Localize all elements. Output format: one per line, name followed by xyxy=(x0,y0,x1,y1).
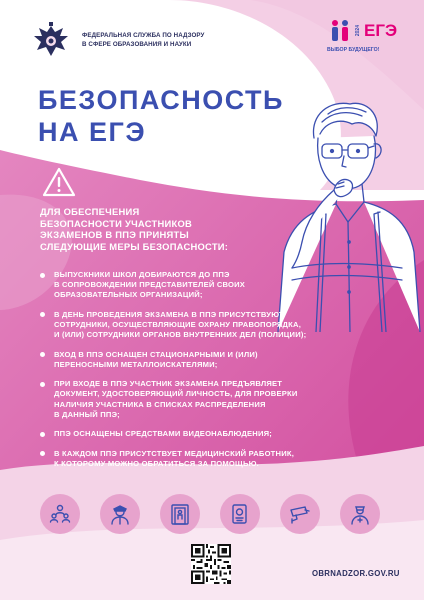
title-line2: НА ЕГЭ xyxy=(38,117,147,147)
cctv-camera-icon xyxy=(280,494,320,534)
organization-name-line1: ФЕДЕРАЛЬНАЯ СЛУЖБА ПО НАДЗОРУ xyxy=(82,32,205,39)
page-title xyxy=(38,84,284,148)
list-item-line: В КАЖДОМ ППЭ ПРИСУТСТВУЕТ МЕДИЦИНСКИЙ РАБОТНИК, xyxy=(54,448,295,458)
list-item xyxy=(40,350,340,370)
list-item-line: И (ИЛИ) СОТРУДНИКИ ОРГАНОВ ВНУТРЕННИХ ДЕЛ (ПОЛИЦИИ); xyxy=(54,330,307,340)
police-officer-icon xyxy=(100,494,140,534)
list-item-line: В СОПРОВОЖДЕНИИ ПРЕДСТАВИТЕЛЕЙ СВОИХ xyxy=(54,280,246,290)
list-item-line: ПРИ ВХОДЕ В ППЭ УЧАСТНИК ЭКЗАМЕНА ПРЕДЪЯВЛЯЕТ xyxy=(54,379,283,389)
list-item xyxy=(40,379,340,420)
intro-line4: СЛЕДУЮЩИЕ МЕРЫ БЕЗОПАСНОСТИ: xyxy=(40,240,229,252)
double-headed-eagle-emblem-icon xyxy=(28,20,74,60)
intro-line2: БЕЗОПАСНОСТИ УЧАСТНИКОВ xyxy=(40,217,193,229)
list-item xyxy=(40,270,340,301)
bottom-icons-row xyxy=(40,494,380,534)
ege-slogan: ВЫБОР БУДУЩЕГО! xyxy=(327,47,380,53)
intro-line1: ДЛЯ ОБЕСПЕЧЕНИЯ xyxy=(40,206,140,217)
ege-logo-text: ЕГЭ xyxy=(364,21,398,40)
ege-year: 2024 xyxy=(355,25,361,37)
school-group-escort-icon xyxy=(40,494,80,534)
list-item xyxy=(40,310,340,341)
list-item-line: ППЭ ОСНАЩЕНЫ СРЕДСТВАМИ ВИДЕОНАБЛЮДЕНИЯ; xyxy=(54,429,272,439)
list-item-line: В ДАННЫЙ ППЭ; xyxy=(54,409,120,419)
passport-document-icon xyxy=(220,494,260,534)
list-item-line: ВЫПУСКНИКИ ШКОЛ ДОБИРАЮТСЯ ДО ППЭ xyxy=(54,270,230,279)
ege-student-figures-icon xyxy=(330,18,352,44)
organization-name-line2: В СФЕРЕ ОБРАЗОВАНИЯ И НАУКИ xyxy=(82,41,192,48)
list-item-line: К КОТОРОМУ МОЖНО ОБРАТИТЬСЯ ЗА ПОМОЩЬЮ. xyxy=(54,458,259,468)
list-item-line: ВХОД В ППЭ ОСНАЩЕН СТАЦИОНАРНЫМИ И (ИЛИ) xyxy=(54,349,258,359)
list-item-line: НАЛИЧИЯ УЧАСТНИКА В СПИСКАХ РАСПРЕДЕЛЕНИЯ xyxy=(54,399,266,409)
website-link[interactable]: OBRNADZOR.GOV.RU xyxy=(312,569,400,578)
security-measures-list xyxy=(40,270,340,478)
qr-code-icon[interactable] xyxy=(191,544,231,584)
list-item xyxy=(40,449,340,469)
metal-detector-frame-icon xyxy=(160,494,200,534)
warning-triangle-icon xyxy=(42,166,76,198)
list-item-line: ПЕРЕНОСНЫМИ МЕТАЛЛОИСКАТЕЛЯМИ; xyxy=(54,359,218,369)
list-item xyxy=(40,429,340,439)
list-item-line: В ДЕНЬ ПРОВЕДЕНИЯ ЭКЗАМЕНА В ППЭ ПРИСУТСТВУЮТ xyxy=(54,309,284,319)
organization-header xyxy=(28,20,242,60)
medical-worker-icon xyxy=(340,494,380,534)
title-line1: БЕЗОПАСНОСТЬ xyxy=(38,85,284,115)
intro-line3: ЭКЗАМЕНОВ В ППЭ ПРИНЯТЫ xyxy=(40,229,189,241)
list-item-line: ОБРАЗОВАТЕЛЬНЫХ ОРГАНИЗАЦИЙ; xyxy=(54,290,203,300)
list-item-line: ДОКУМЕНТ, УДОСТОВЕРЯЮЩИЙ ЛИЧНОСТЬ, ДЛЯ ПРОВЕРКИ xyxy=(54,389,298,399)
organization-name xyxy=(82,31,242,49)
intro-text xyxy=(40,206,260,252)
list-item-line: СОТРУДНИКИ, ОСУЩЕСТВЛЯЮЩИЕ ОХРАНУ ПРАВОПОРЯДКА, xyxy=(54,320,301,329)
ege-logo xyxy=(327,18,400,62)
